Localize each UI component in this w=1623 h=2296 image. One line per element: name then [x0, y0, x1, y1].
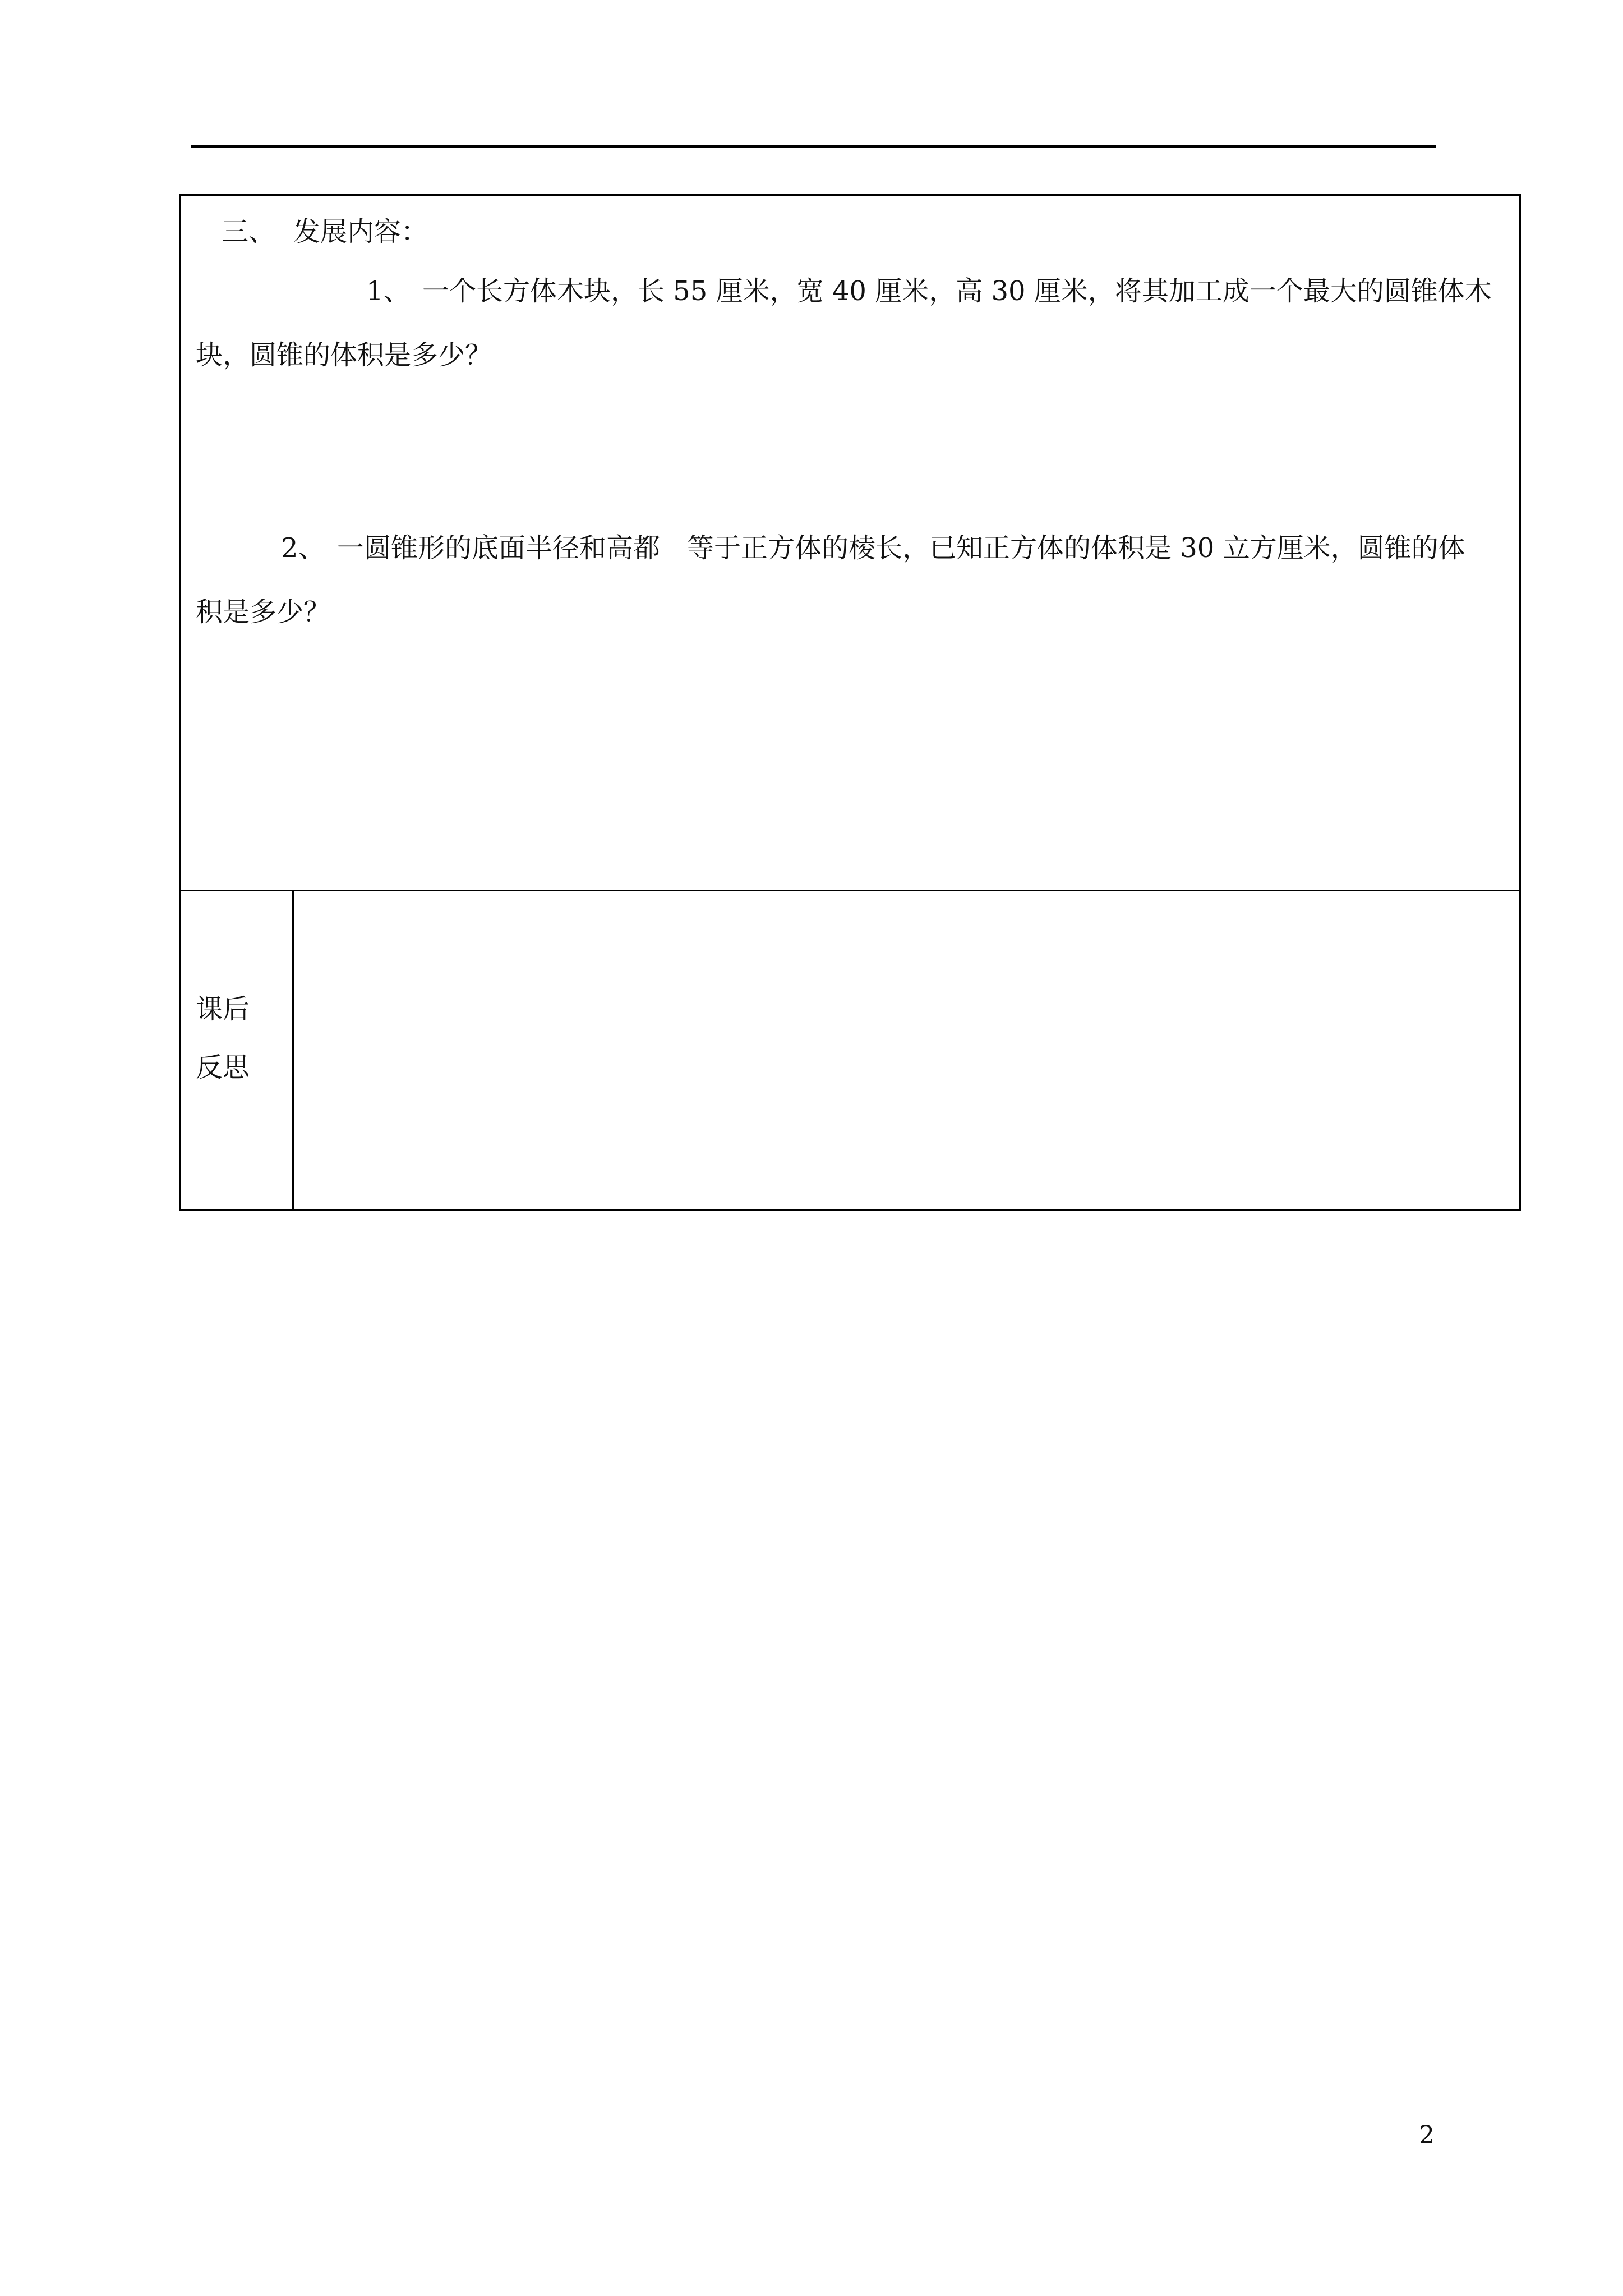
- problem-1-text: 一个长方体木块，长 55 厘米，宽 40 厘米，高 30 厘米，将其加工成一个最大的圆锥体木: [422, 275, 1492, 307]
- problem-2-number: 2、: [281, 532, 325, 564]
- reflection-label-line-2: 反思: [196, 1052, 250, 1083]
- section-title: 发展内容：: [293, 216, 428, 247]
- section-number: 三、: [222, 216, 276, 247]
- problem-2-line-1: [281, 531, 1465, 565]
- lesson-table: [179, 194, 1521, 1211]
- problem-2-line-2: 积是多少？: [196, 596, 331, 628]
- page-number: 2: [1419, 2121, 1435, 2150]
- problem-1-line-2: 块，圆锥的体积是多少？: [196, 339, 492, 371]
- problem-1-line-1: [366, 274, 1492, 308]
- section-heading: [222, 215, 428, 249]
- problem-1-number: 1、: [366, 275, 411, 307]
- header-rule: [191, 145, 1436, 148]
- reflection-label-line-1: 课后: [196, 993, 250, 1025]
- reflection-answer-area[interactable]: [294, 891, 1519, 1209]
- problem-2-text: 一圆锥形的底面半径和高都 等于正方体的棱长，已知正方体的体积是 30 立方厘米，圆锥的体: [337, 532, 1465, 564]
